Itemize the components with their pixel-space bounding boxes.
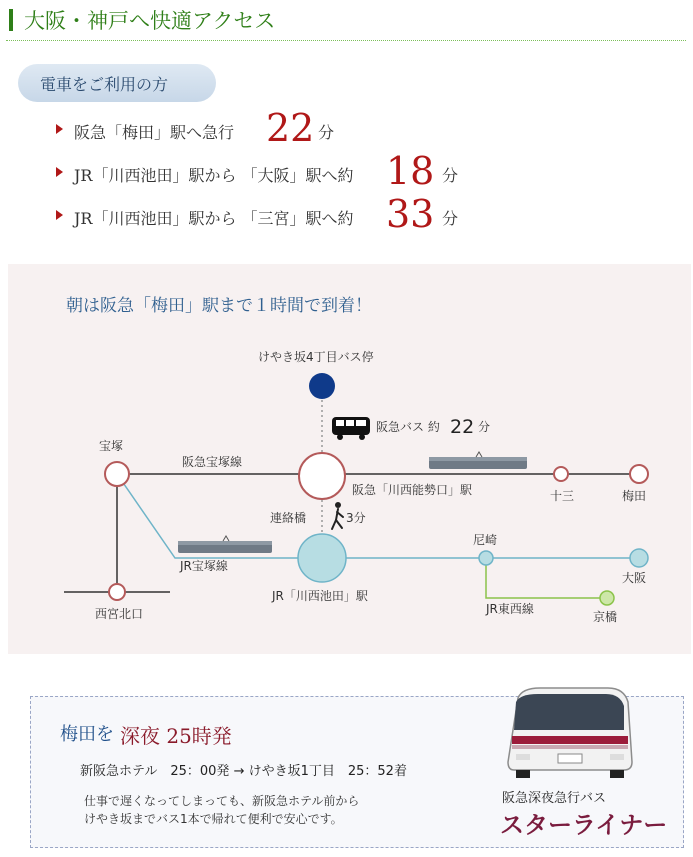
train-section-label: 電車をご利用の方 [40,75,169,94]
juso-node [554,467,568,481]
bus-icon [332,417,370,440]
night-bus-service-caption: 阪急深夜急行バス [502,791,607,806]
bus-stop-node [309,373,335,399]
night-bus-description-line2: けやき坂までバス1本で帰れて便利で安心です。 [84,812,343,826]
bus-time-minutes: 22 [450,416,475,438]
tozai-line [486,558,607,598]
amagasaki-label: 尼崎 [473,533,498,547]
amagasaki-node [479,551,493,565]
route-minutes: 33 [386,192,435,236]
takarazuka-label: 宝塚 [99,439,124,453]
route-text: 阪急「梅田」駅へ急行 [74,123,235,142]
map-title: 朝は阪急「梅田」駅まで１時間で到着！ [66,296,372,316]
walking-person-icon [332,502,343,529]
umeda-label: 梅田 [622,489,647,503]
page-title: 大阪・神戸へ快適アクセス [24,9,276,33]
juso-label: 十三 [550,489,575,503]
bus-time-prefix: 阪急バス 約 [376,420,440,434]
walk-time-label: 3分 [346,511,366,525]
bus-stop-label: けやき坂4丁目バス停 [258,350,374,364]
route-text: JR「川西池田」駅から 「大阪」駅へ約 [74,166,354,185]
route-unit: 分 [442,166,459,185]
umeda-node [630,465,648,483]
jr-takarazuka-line-label: JR宝塚線 [180,559,228,573]
route-text: JR「川西池田」駅から 「三宮」駅へ約 [74,209,354,228]
bus-time-unit: 分 [478,420,491,434]
kyobashi-node [600,591,614,605]
night-bus-title-prefix: 梅田を [60,724,114,745]
route-unit: 分 [318,123,335,142]
takarazuka-node [105,462,129,486]
kawanishi-noseguchi-label: 阪急「川西能勢口」駅 [352,483,473,497]
nishinomiya-kitaguchi-label: 西宮北口 [95,607,144,621]
night-bus-schedule: 新阪急ホテル 25：00発 → けやき坂1丁目 25：52着 [80,764,407,779]
bridge-label: 連絡橋 [270,511,307,525]
route-minutes: 22 [266,106,315,150]
osaka-label: 大阪 [622,571,647,585]
coach-bus-image [500,684,640,784]
kawanishi-ikeda-node [298,534,346,582]
osaka-node [630,549,648,567]
night-bus-description-line1: 仕事で遅くなってしまっても、新阪急ホテル前から [84,794,360,808]
night-bus-title-highlight: 深夜 25時発 [120,724,232,748]
jr-train-icon [178,536,272,553]
kyobashi-label: 京橋 [593,610,618,624]
kawanishi-noseguchi-node [299,453,345,499]
route-unit: 分 [442,209,459,228]
nishinomiya-node [109,584,125,600]
hankyu-train-icon [429,452,527,469]
route-minutes: 18 [386,149,435,193]
night-bus-brand-name: スターライナー [500,811,668,839]
jr-tozai-line-label: JR東西線 [486,602,534,616]
hankyu-takarazuka-line-label: 阪急宝塚線 [182,455,243,469]
kawanishi-ikeda-label: JR「川西池田」駅 [272,589,368,603]
